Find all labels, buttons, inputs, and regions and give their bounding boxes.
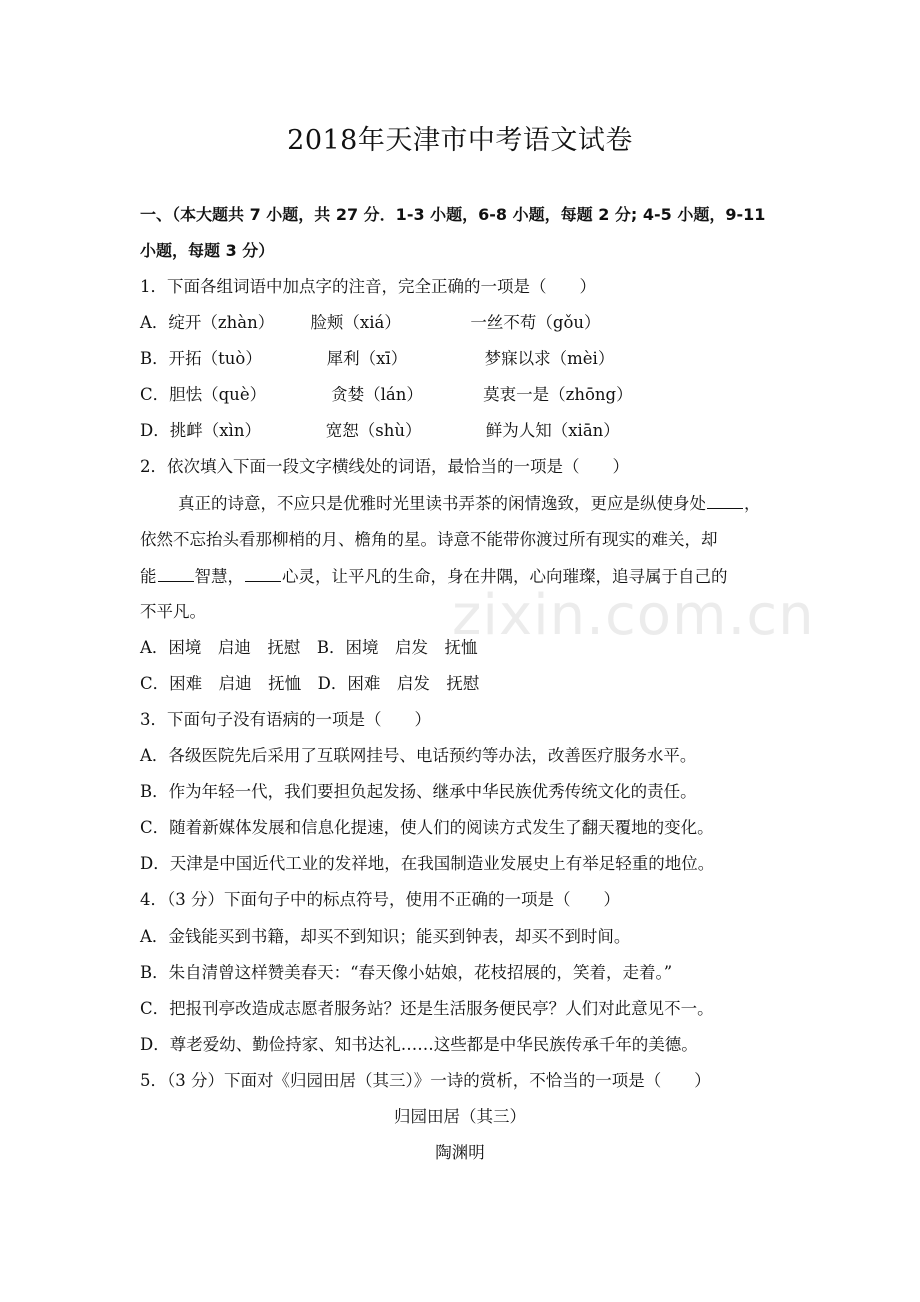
question-3-option-b: B．作为年轻一代，我们要担负起发扬、继承中华民族优秀传统文化的责任。	[140, 782, 697, 801]
option-label: D．	[140, 421, 170, 440]
option-label: B．	[140, 349, 169, 368]
question-2-options-ab: A．困境 启迪 抚慰 B．困境 启发 抚恤	[140, 638, 478, 657]
option-word-2: 宽恕（shù）	[325, 421, 422, 440]
passage-text: 能	[140, 567, 157, 586]
section-heading-line1: 一、（本大题共 7 小题，共 27 分．1-3 小题，6-8 小题，每题 2 分; 4-5 小题，9-11	[140, 205, 766, 224]
poem-author: 陶渊明	[435, 1143, 485, 1162]
question-2-passage-line1	[178, 492, 761, 515]
question-5-stem: 5．（3 分）下面对《归园田居（其三）》一诗的赏析，不恰当的一项是（ ）	[140, 1071, 711, 1090]
question-1-option-a	[140, 312, 601, 334]
question-3-option-d: D．天津是中国近代工业的发祥地，在我国制造业发展史上有举足轻重的地位。	[140, 854, 715, 873]
passage-text: ，	[744, 494, 761, 513]
fill-blank-2	[158, 565, 194, 582]
page-title: 2018年天津市中考语文试卷	[287, 125, 633, 156]
poem-title: 归园田居（其三）	[394, 1107, 526, 1126]
option-label: A．	[140, 313, 169, 332]
question-4-stem: 4．（3 分）下面句子中的标点符号，使用不正确的一项是（ ）	[140, 890, 620, 909]
option-word-1: 绽开（zhàn）	[168, 313, 275, 332]
watermark: zixin.com.cn	[452, 583, 815, 648]
question-2-passage-line2: 依然不忘抬头看那柳梢的月、檐角的星。诗意不能带你渡过所有现实的难关，却	[140, 530, 718, 549]
question-2-passage-line4: 不平凡。	[140, 602, 206, 621]
question-4-option-c: C．把报刊亭改造成志愿者服务站？还是生活服务便民亭？人们对此意见不一。	[140, 999, 714, 1018]
passage-text: 真正的诗意，不应只是优雅时光里读书弄茶的闲情逸致，更应是纵使身处	[178, 494, 706, 513]
question-4-option-d: D．尊老爱幼、勤俭持家、知书达礼……这些都是中华民族传承千年的美德。	[140, 1035, 698, 1054]
question-3-option-a: A．各级医院先后采用了互联网挂号、电话预约等办法，改善医疗服务水平。	[140, 746, 697, 765]
question-3-stem: 3．下面句子没有语病的一项是（ ）	[140, 710, 431, 729]
option-word-1: 挑衅（xìn）	[169, 421, 261, 440]
option-word-1: 胆怯（què）	[169, 385, 267, 404]
question-1-option-c	[140, 384, 633, 406]
question-1-option-d	[140, 420, 620, 442]
fill-blank-1	[707, 492, 743, 509]
question-1-option-b	[140, 348, 614, 370]
question-1-stem: 1．下面各组词语中加点字的注音，完全正确的一项是（ ）	[140, 277, 596, 296]
question-2-passage-line3	[140, 565, 728, 588]
fill-blank-3	[245, 565, 281, 582]
passage-text: 智慧，	[194, 567, 244, 586]
option-word-2: 贪婪（lán）	[331, 385, 423, 404]
question-4-option-b: B．朱自清曾这样赞美春天：“春天像小姑娘，花枝招展的，笑着，走着。”	[140, 963, 673, 982]
option-word-2: 犀利（xī）	[326, 349, 408, 368]
section-heading-line2: 小题，每题 3 分）	[140, 241, 275, 260]
option-word-1: 开拓（tuò）	[168, 349, 262, 368]
option-word-3: 梦寐以求（mèi）	[484, 349, 615, 368]
option-word-3: 一丝不苟（gǒu）	[470, 313, 601, 332]
option-word-3: 鲜为人知（xiān）	[485, 421, 620, 440]
question-4-option-a: A．金钱能买到书籍，却买不到知识；能买到钟表，却买不到时间。	[140, 927, 631, 946]
passage-text: 心灵，让平凡的生命，身在井隅，心向璀璨，追寻属于自己的	[282, 567, 728, 586]
question-2-stem: 2．依次填入下面一段文字横线处的词语，最恰当的一项是（ ）	[140, 457, 629, 476]
question-3-option-c: C．随着新媒体发展和信息化提速，使人们的阅读方式发生了翻天覆地的变化。	[140, 818, 714, 837]
option-label: C．	[140, 385, 170, 404]
option-word-2: 脸颊（xiá）	[310, 313, 401, 332]
question-2-options-cd: C．困难 启迪 抚恤 D．困难 启发 抚慰	[140, 674, 480, 693]
option-word-3: 莫衷一是（zhōng）	[483, 385, 633, 404]
